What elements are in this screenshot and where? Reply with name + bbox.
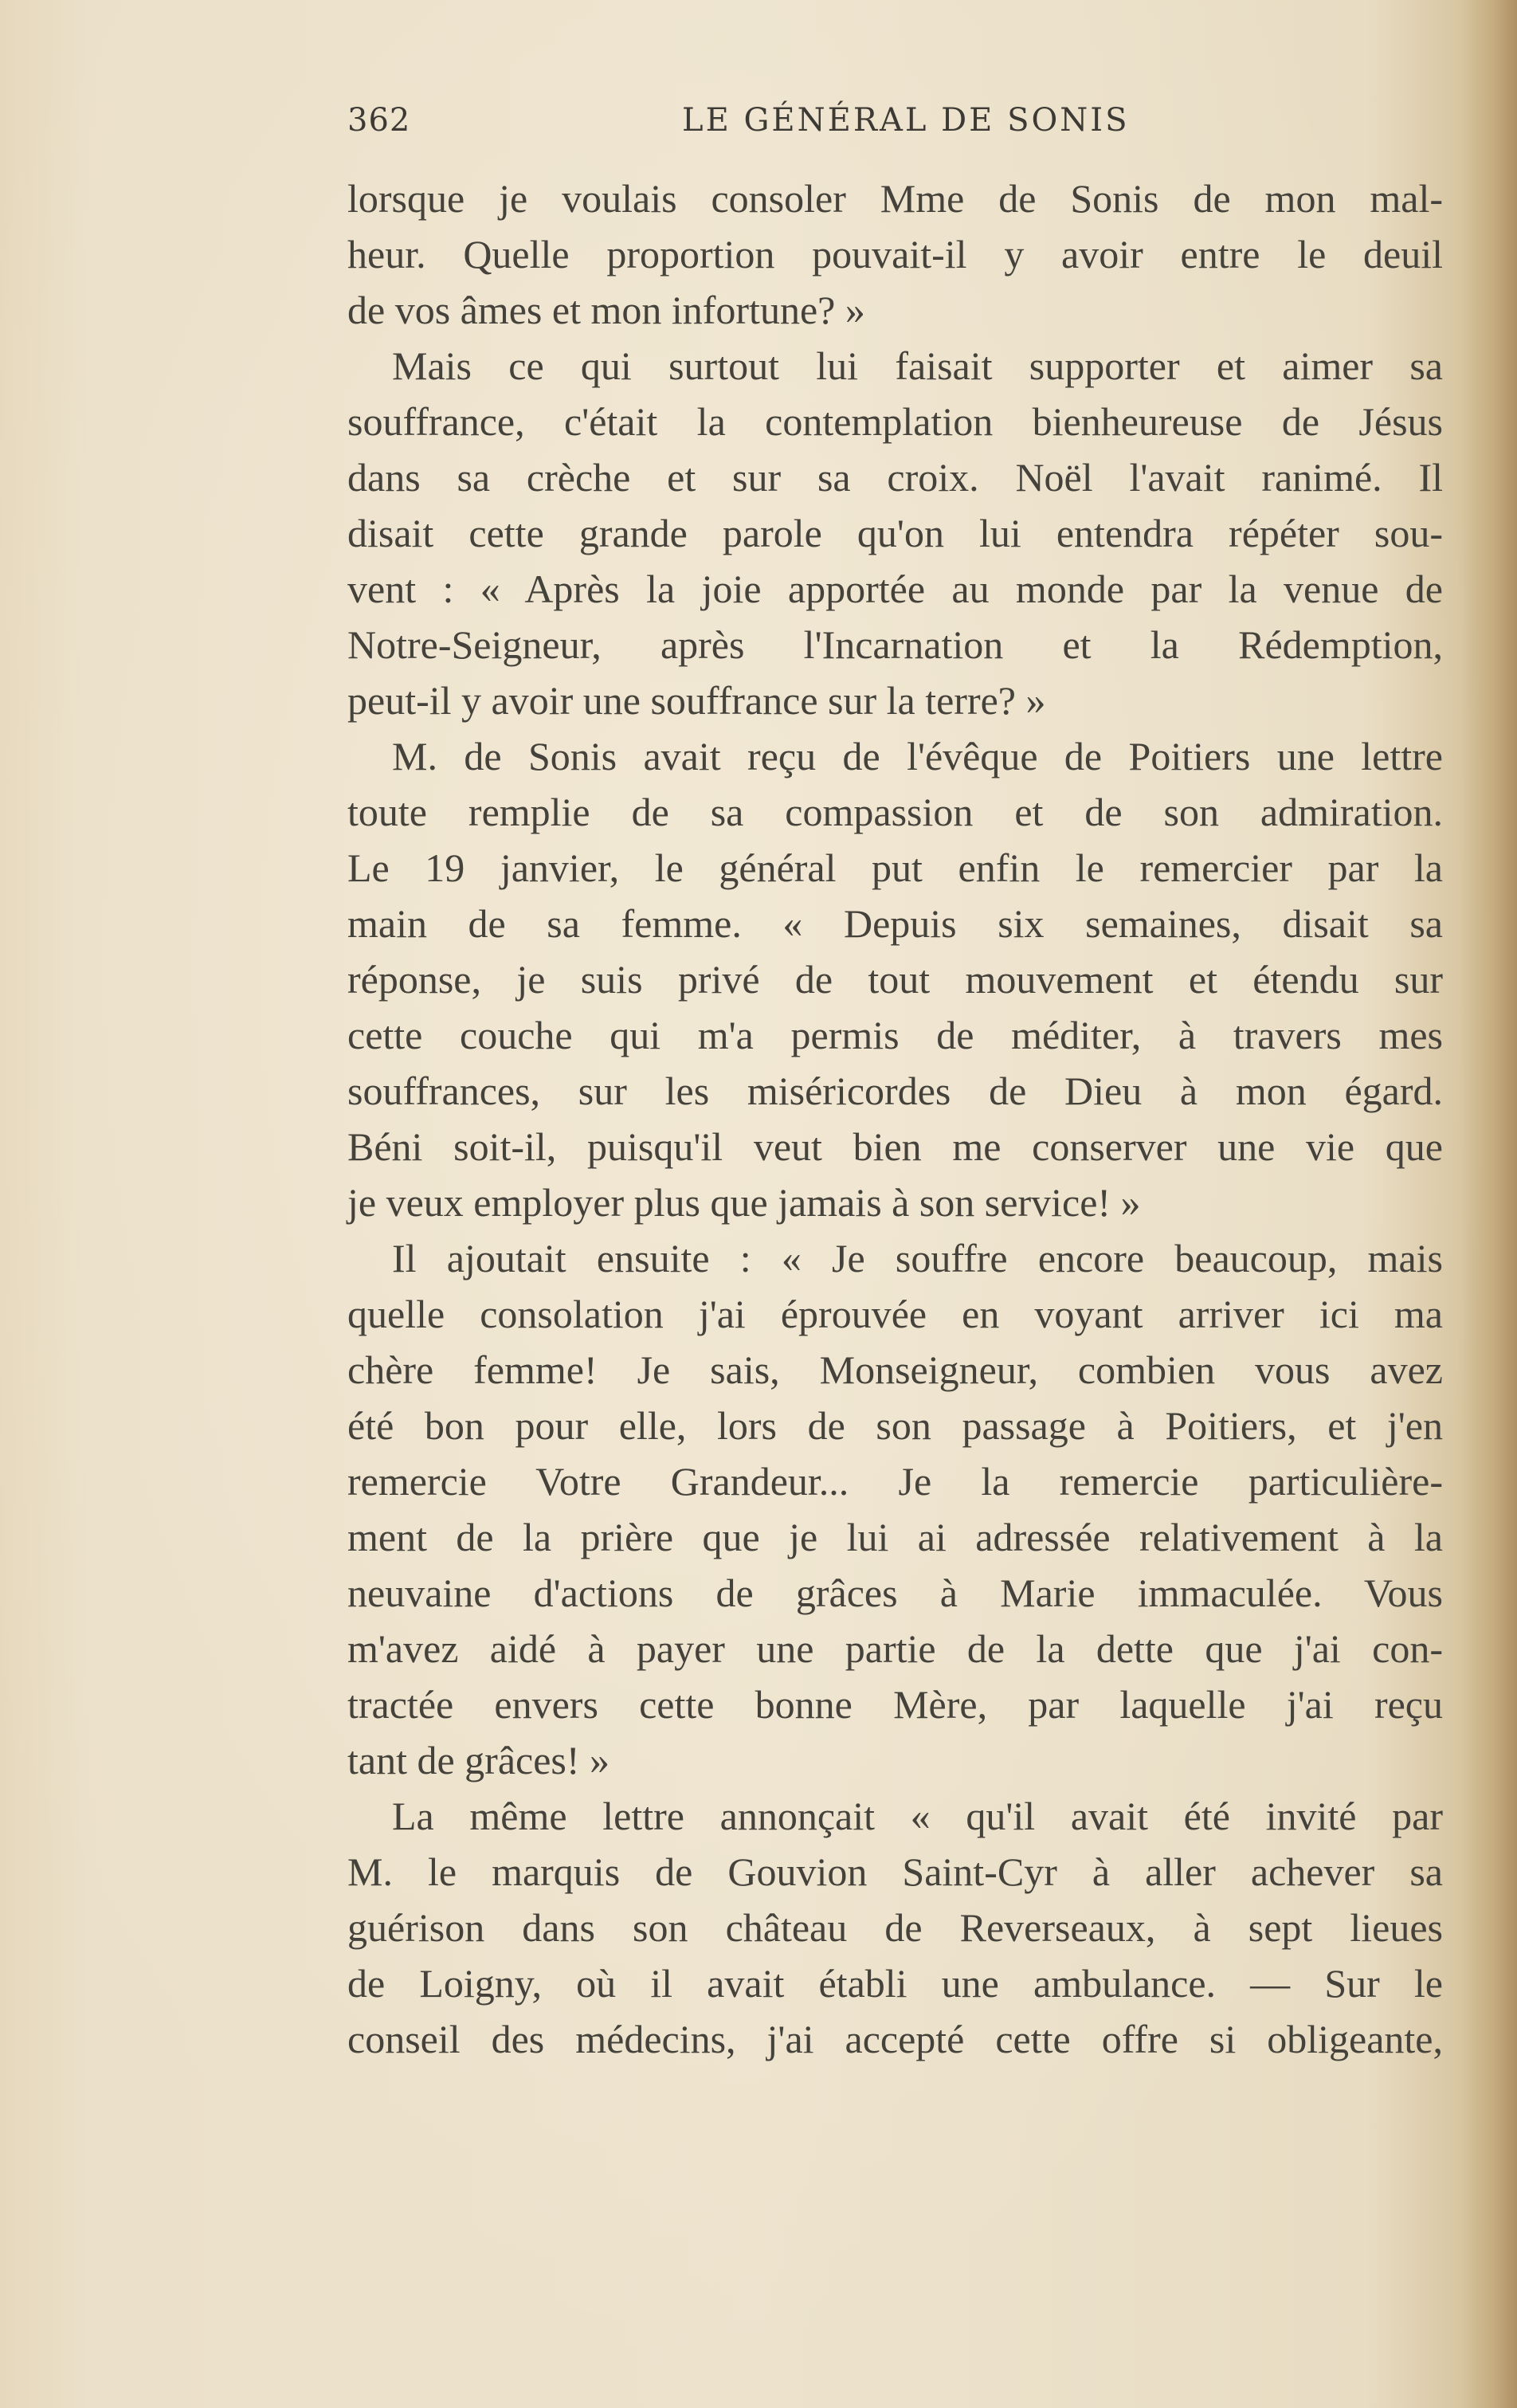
text-line: disait cette grande parole qu'on lui entendra répéter sou-	[347, 511, 1443, 555]
text-line: je veux employer plus que jamais à son service! »	[347, 1180, 1141, 1225]
text-line: tant de grâces! »	[347, 1738, 610, 1782]
text-line: cette couche qui m'a permis de méditer, à travers mes	[347, 1013, 1443, 1057]
text-line: remercie Votre Grandeur... Je la remercie particulière-	[347, 1459, 1443, 1504]
text-line: M. le marquis de Gouvion Saint-Cyr à aller achever sa	[347, 1849, 1443, 1894]
text-line: de Loigny, où il avait établi une ambulance. — Sur le	[347, 1961, 1443, 2006]
text-line: souffrances, sur les miséricordes de Dieu à mon égard.	[347, 1069, 1443, 1113]
text-line: été bon pour elle, lors de son passage à Poitiers, et j'en	[347, 1403, 1443, 1448]
text-line: chère femme! Je sais, Monseigneur, combien vous avez	[347, 1347, 1443, 1392]
text-line: réponse, je suis privé de tout mouvement et étendu sur	[347, 957, 1443, 1002]
text-line: quelle consolation j'ai éprouvée en voyant arriver ici ma	[347, 1292, 1443, 1336]
text-line: lorsque je voulais consoler Mme de Sonis de mon mal-	[347, 176, 1443, 221]
text-line: La même lettre annonçait « qu'il avait été invité par	[392, 1794, 1443, 1838]
page-number: 362	[347, 102, 411, 139]
text-line: heur. Quelle proportion pouvait-il y avoir entre le deuil	[347, 232, 1443, 276]
text-line: main de sa femme. « Depuis six semaines, disait sa	[347, 901, 1443, 946]
page-edge-shadow	[1461, 0, 1517, 2408]
text-line: tractée envers cette bonne Mère, par laquelle j'ai reçu	[347, 1682, 1443, 1727]
text-line: M. de Sonis avait reçu de l'évêque de Poitiers une lettre	[392, 734, 1443, 778]
running-title: LE GÉNÉRAL DE SONIS	[682, 102, 1130, 139]
text-line: souffrance, c'était la contemplation bienheureuse de Jésus	[347, 399, 1443, 444]
body-text	[347, 171, 1443, 2067]
text-line: neuvaine d'actions de grâces à Marie immaculée. Vous	[347, 1571, 1443, 1615]
text-line: dans sa crèche et sur sa croix. Noël l'avait ranimé. Il	[347, 455, 1443, 500]
text-line: ment de la prière que je lui ai adressée relativement à la	[347, 1515, 1443, 1559]
page-header	[347, 102, 1443, 150]
text-line: conseil des médecins, j'ai accepté cette offre si obligeante,	[347, 2017, 1443, 2061]
text-line: Mais ce qui surtout lui faisait supporter et aimer sa	[392, 343, 1443, 388]
text-line: guérison dans son château de Reverseaux, à sept lieues	[347, 1905, 1443, 1950]
text-line: vent : « Après la joie apportée au monde par la venue de	[347, 567, 1443, 611]
text-line: peut-il y avoir une souffrance sur la terre? »	[347, 678, 1046, 723]
text-line: Le 19 janvier, le général put enfin le remercier par la	[347, 845, 1443, 890]
text-line: toute remplie de sa compassion et de son admiration.	[347, 790, 1443, 834]
text-line: Notre-Seigneur, après l'Incarnation et la Rédemption,	[347, 622, 1443, 667]
text-line: Béni soit-il, puisqu'il veut bien me conserver une vie que	[347, 1124, 1443, 1169]
text-line: Il ajoutait ensuite : « Je souffre encore beaucoup, mais	[392, 1236, 1443, 1280]
text-line: m'avez aidé à payer une partie de la dette que j'ai con-	[347, 1626, 1443, 1671]
text-line: de vos âmes et mon infortune? »	[347, 288, 865, 332]
